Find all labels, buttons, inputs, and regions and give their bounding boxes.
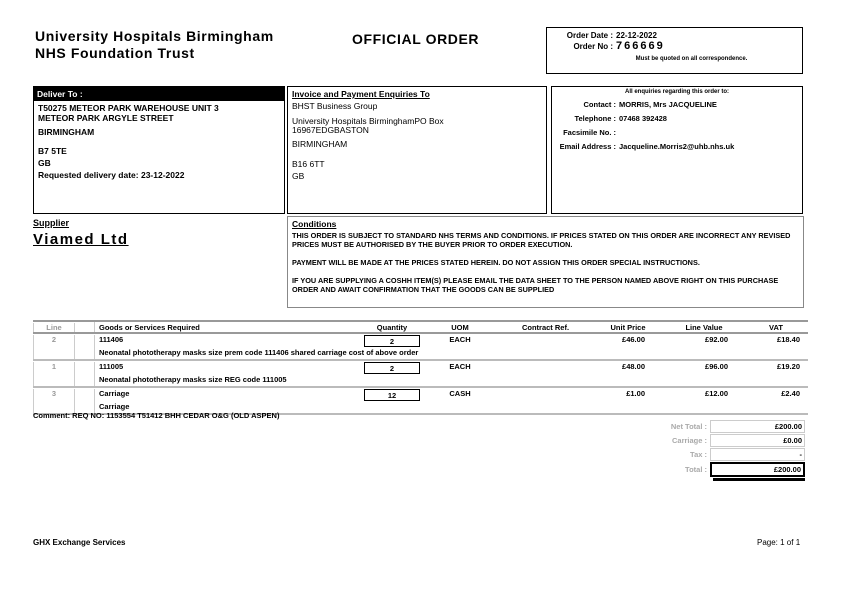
row-item-code: 111406: [99, 335, 124, 344]
telephone-value: 07468 392428: [619, 114, 667, 123]
row-line-value: £92.00: [705, 335, 728, 344]
facsimile-label: Facsimile No. :: [563, 128, 616, 137]
invoice-address-line2: 16967EDGBASTON: [292, 125, 369, 135]
contact-label: Contact :: [583, 100, 616, 109]
tax-label: Tax :: [690, 450, 707, 459]
email-value: Jacqueline.Morris2@uhb.nhs.uk: [619, 142, 735, 151]
row-vat: £2.40: [781, 389, 800, 398]
order-no-value: 766669: [616, 40, 665, 52]
invoice-enquiries-box: [287, 86, 547, 214]
net-total-row: [655, 420, 805, 433]
invoice-city: BIRMINGHAM: [292, 139, 348, 149]
order-comment: Comment: REQ NO: 1153554 T51412 BHH CEDAR O&G (OLD ASPEN): [33, 411, 280, 420]
invoice-enquiries-title: Invoice and Payment Enquiries To: [292, 89, 430, 99]
deliver-country: GB: [38, 158, 51, 168]
page-number: Page: 1 of 1: [757, 538, 801, 547]
row-description: Neonatal phototherapy masks size REG code 111005: [99, 375, 287, 384]
deliver-to-box: [33, 86, 285, 214]
tax-row: [655, 448, 805, 461]
carriage-value: £0.00: [710, 434, 805, 447]
conditions-box: [287, 216, 804, 308]
header-contract-ref: Contract Ref.: [521, 322, 570, 332]
organisation-name: [35, 28, 274, 62]
table-row: [33, 361, 808, 388]
row-line-value: £96.00: [705, 362, 728, 371]
row-unit-price: £46.00: [622, 335, 645, 344]
items-table: [33, 320, 808, 415]
row-line-no: 2: [33, 335, 75, 359]
enquiries-contact-box: [551, 86, 803, 214]
row-uom: EACH: [449, 335, 471, 344]
header-line-value: Line Value: [685, 322, 723, 332]
row-quantity-cell: [363, 389, 421, 402]
row-spacer: [75, 389, 95, 413]
row-quantity-cell: [363, 362, 421, 375]
totals-section: [655, 420, 805, 481]
facsimile-row: [552, 128, 802, 137]
row-vat: £18.40: [777, 335, 800, 344]
deliver-address-line2: METEOR PARK ARGYLE STREET: [38, 113, 174, 123]
conditions-para2: PAYMENT WILL BE MADE AT THE PRICES STATED HEREIN. DO NOT ASSIGN THIS ORDER SPECIAL INSTRUCTIONS.: [292, 258, 700, 267]
header-line: Line: [33, 323, 75, 332]
telephone-row: [552, 114, 802, 123]
order-date-label: Order Date :: [566, 31, 613, 40]
conditions-title: Conditions: [292, 219, 337, 229]
row-quantity-cell: [363, 335, 421, 348]
order-no-label: Order No :: [573, 42, 613, 51]
row-unit-price: £1.00: [626, 389, 645, 398]
table-row: [33, 334, 808, 361]
invoice-postcode: B16 6TT: [292, 159, 325, 169]
header-goods: Goods or Services Required: [99, 322, 200, 332]
deliver-address-line1: T50275 METEOR PARK WAREHOUSE UNIT 3: [38, 103, 219, 113]
row-contract-ref: [499, 389, 592, 402]
enquiries-heading: All enquiries regarding this order to:: [624, 89, 729, 95]
organisation-name-line2: NHS Foundation Trust: [35, 45, 195, 61]
tax-value: -: [710, 448, 805, 461]
row-contract-ref: [499, 335, 592, 348]
row-item-code: 111005: [99, 362, 124, 371]
row-uom: CASH: [449, 389, 471, 398]
row-spacer: [75, 335, 95, 359]
row-line-value: £12.00: [705, 389, 728, 398]
row-line-no: 3: [33, 389, 75, 413]
supplier-label: Supplier: [33, 218, 70, 228]
order-no-row: [547, 40, 802, 52]
header-unit-price: Unit Price: [610, 322, 646, 332]
order-quote-note: Must be quoted on all correspondence.: [635, 56, 748, 62]
totals-underline: [713, 478, 805, 481]
order-reference-box: [546, 27, 803, 74]
email-row: [552, 142, 802, 151]
footer-service-name: GHX Exchange Services: [33, 538, 126, 547]
deliver-to-title: Deliver To :: [34, 87, 284, 101]
row-item-code: Carriage: [99, 389, 130, 398]
row-vat: £19.20: [777, 362, 800, 371]
document-title: OFFICIAL ORDER: [352, 31, 480, 47]
row-unit-price: £48.00: [622, 362, 645, 371]
organisation-name-line1: University Hospitals Birmingham: [35, 28, 274, 44]
deliver-city: BIRMINGHAM: [38, 127, 95, 137]
supplier-name: Viamed Ltd: [33, 231, 129, 248]
row-description: Carriage: [99, 402, 130, 411]
contact-value: MORRIS, Mrs JACQUELINE: [619, 100, 717, 109]
order-date-row: [547, 31, 802, 40]
row-spacer: [75, 362, 95, 386]
contact-row: [552, 100, 802, 109]
carriage-label: Carriage :: [671, 436, 707, 445]
carriage-row: [655, 434, 805, 447]
grand-total-row: [655, 462, 805, 477]
telephone-label: Telephone :: [574, 114, 616, 123]
email-label: Email Address :: [559, 142, 616, 151]
header-quantity: Quantity: [376, 322, 408, 332]
invoice-address-line1: University Hospitals BirminghamPO Box: [292, 116, 444, 126]
invoice-group: BHST Business Group: [292, 101, 378, 111]
conditions-para3: IF YOU ARE SUPPLYING A COSHH ITEM(S) PLEASE EMAIL THE DATA SHEET TO THE PERSON NAMED ABOVE RIGHT ON THIS PURCHASE ORDER AND AWAIT CONFIRMATION THAT THE GOODS CAN BE SUPPLIED: [292, 276, 779, 294]
row-quantity-value: 12: [364, 389, 420, 401]
grand-total-value: £200.00: [710, 462, 805, 477]
row-line-no: 1: [33, 362, 75, 386]
row-quantity-value: 2: [364, 335, 420, 347]
order-date-value: 22-12-2022: [616, 31, 657, 40]
header-vat: VAT: [769, 322, 783, 332]
conditions-para1: THIS ORDER IS SUBJECT TO STANDARD NHS TERMS AND CONDITIONS. IF PRICES STATED ON THIS ORDER ARE INCORRECT ANY REVISED PRICES MUST BE AUTHORISED BY THE BUYER PRIOR TO ORDER EXECUTION.: [292, 231, 791, 249]
row-contract-ref: [499, 362, 592, 375]
items-table-header: [33, 320, 808, 334]
deliver-postcode: B7 5TE: [38, 146, 67, 156]
invoice-country: GB: [292, 171, 305, 181]
row-quantity-value: 2: [364, 362, 420, 374]
row-uom: EACH: [449, 362, 471, 371]
row-description: Neonatal phototherapy masks size prem code 111406 shared carriage cost of above order: [99, 348, 419, 357]
grand-total-label: Total :: [685, 465, 707, 474]
net-total-label: Net Total :: [670, 422, 707, 431]
deliver-to-address: [34, 101, 284, 182]
net-total-value: £200.00: [710, 420, 805, 433]
header-spacer: [75, 322, 95, 332]
requested-delivery-date: Requested delivery date: 23-12-2022: [38, 170, 185, 180]
header-uom: UOM: [451, 322, 469, 332]
